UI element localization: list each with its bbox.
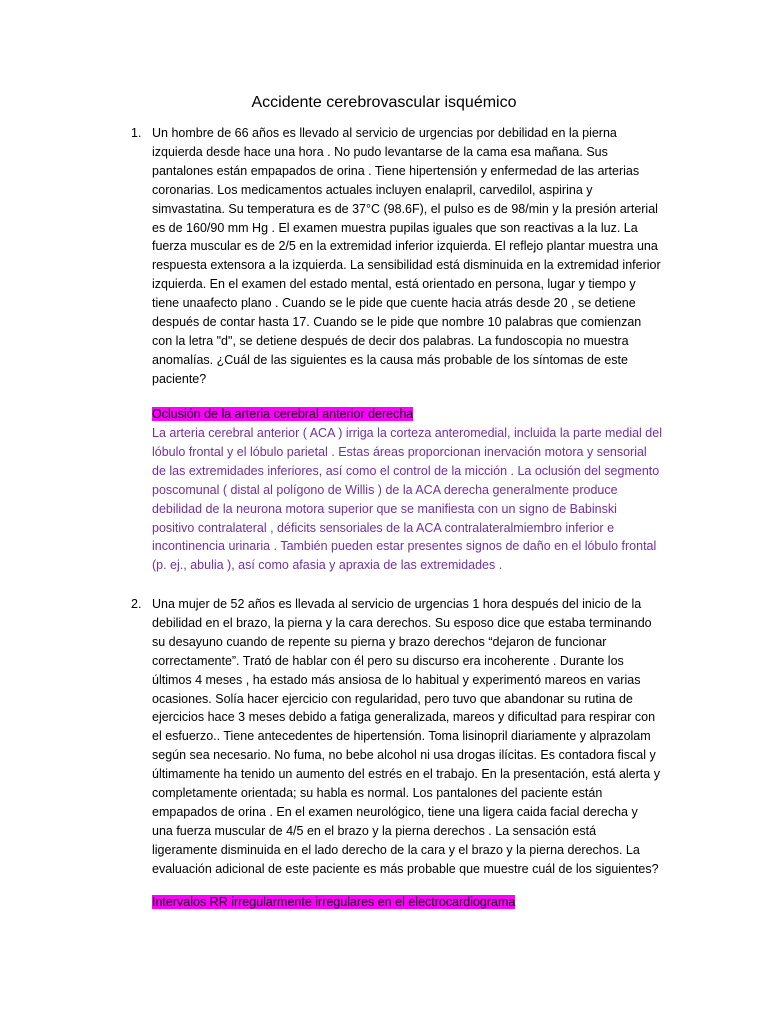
document-title: Accidente cerebrovascular isquémico (251, 94, 517, 111)
answer-explanation: La arteria cerebral anterior ( ACA ) irriga la corteza anteromedial, incluida la parte medial del lóbulo frontal y el lóbulo parietal . Estas áreas proporcionan inervación motora y sensorial de las extremidades inferiores, así como el control de la micción . La oclusión del segmento poscomunal ( distal al polígono de Willis ) de la ACA derecha generalmente produce debilidad de la neurona motora superior que se manifiesta con un signo de Babinski positivo contralateral , déficits sensoriales de la ACA contralateralmiembro inferior e incontinencia urinaria . También pueden estar presentes signos de daño en el lóbulo frontal (p. ej., abulia ), así como afasia y apraxia de las extremidades . (152, 426, 662, 573)
highlighted-answer: Intervalos RR irregularmente irregulares en el electrocardiograma (152, 895, 516, 909)
question-number: 1. (131, 126, 142, 140)
answer-block-1 (152, 405, 662, 575)
question-text: Una mujer de 52 años es llevada al servicio de urgencias 1 hora después del inicio de la debilidad en el brazo, la pierna y la cara derechos. Su esposo dice que estaba terminando su desayuno cuando de repente su pierna y brazo derechos “dejaron de funcionar correctamente”. Trató de hablar con él pero su discurso era incoherente . Durante los últimos 4 meses , ha estado más ansiosa de lo habitual y experimentó mareos en varias ocasiones. Solía hacer ejercicio con regularidad, pero tuvo que abandonar su rutina de ejercicios hace 3 meses debido a fatiga generalizada, mareos y dificultad para respirar con el esfuerzo.. Tiene antecedentes de hipertensión. Toma lisinopril diariamente y alprazolam según sea necesario. No fuma, no bebe alcohol ni usa drogas ilícitas. Es contadora fiscal y últimamente ha tenido un aumento del estrés en el trabajo. En la presentación, está alerta y completamente orientada; su habla es normal. Los pantalones del paciente están empapados de orina . En el examen neurológico, tiene una ligera caida facial derecha y una fuerza muscular de 4/5 en el brazo y la pierna derechos . La sensación está ligeramente disminuida en el lado derecho de la cara y el brazo y la pierna derechos. La evaluación adicional de este paciente es más probable que muestre cuál de los siguientes? (152, 597, 660, 876)
answer-block-2 (152, 893, 662, 912)
highlighted-answer: Oclusión de la arteria cerebral anterior derecha (152, 407, 414, 421)
question-number: 2. (131, 597, 142, 611)
question-text: Un hombre de 66 años es llevado al servicio de urgencias por debilidad en la pierna izquierda desde hace una hora . No pudo levantarse de la cama esa mañana. Sus pantalones están empapados de orina . Tiene hipertensión y enfermedad de las arterias coronarias. Los medicamentos actuales incluyen enalapril, carvedilol, aspirina y simvastatina. Su temperatura es de 37°C (98.6F), el pulso es de 98/min y la presión arterial es de 160/90 mm Hg . El examen muestra pupilas iguales que son reactivas a la luz. La fuerza muscular es de 2/5 en la extremidad inferior izquierda. El reflejo plantar muestra una respuesta extensora a la izquierda. La sensibilidad está disminuida en la extremidad inferior izquierda. En el examen del estado mental, está orientado en persona, lugar y tiempo y tiene unaafecto plano . Cuando se le pide que cuente hacia atrás desde 20 , se detiene después de contar hasta 17. Cuando se le pide que nombre 10 palabras que comienzan con la letra "d", se detiene después de decir dos palabras. La fundoscopia no muestra anomalías. ¿Cuál de las siguientes es la causa más probable de los síntomas de este paciente? (152, 126, 661, 386)
